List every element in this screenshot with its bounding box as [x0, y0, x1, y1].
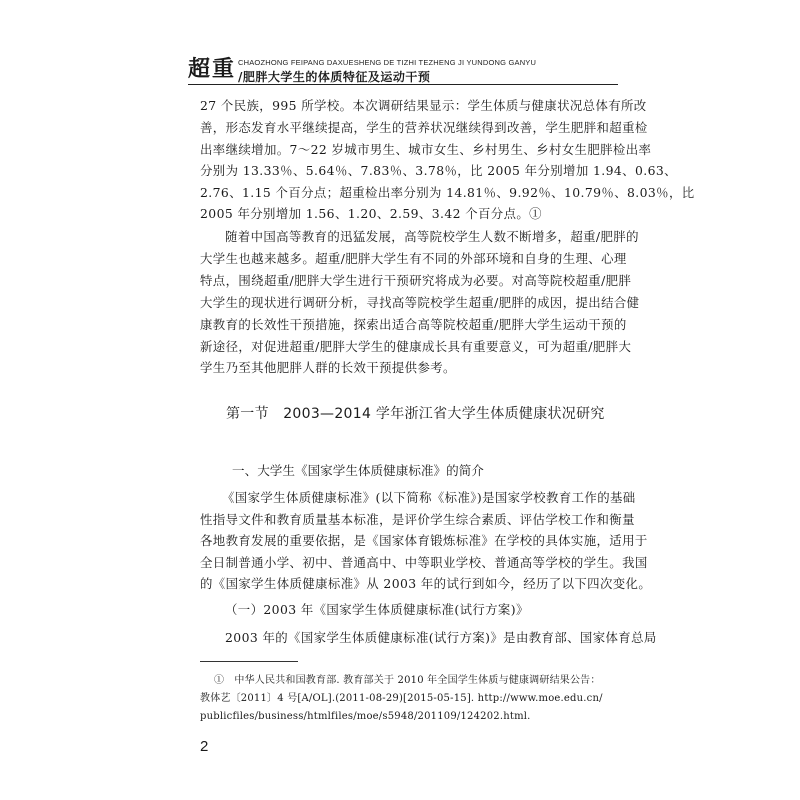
- footnote-line: 教体艺〔2011〕4 号[A/OL].(2011-08-29)[2015-05-15]. http://www.moe.edu.cn/: [200, 693, 603, 704]
- running-header-title: 超重: [188, 56, 237, 82]
- text-line: 新途径，对促进超重/肥胖大学生的健康成长具有重要意义，可为超重/肥胖大: [200, 339, 632, 354]
- header-rule: [188, 84, 618, 85]
- text-line: 善，形态发育水平继续提高，学生的营养状况继续得到改善，学生肥胖和超重检: [200, 120, 648, 135]
- text-line: 大学生也越来越多。超重/肥胖大学生有不同的外部环境和自身的生理、心理: [200, 251, 627, 266]
- text-line: 全日制普通小学、初中、普通高中、中等职业学校、普通高等学校的学生。我国: [200, 555, 648, 570]
- text-line: 2005 年分别增加 1.56、1.20、2.59、3.42 个百分点。①: [200, 206, 542, 221]
- text-line: 27 个民族，995 所学校。本次调研结果显示：学生体质与健康状况总体有所改: [200, 98, 647, 113]
- text-line: 分别为 13.33％、5.64％、7.83％、3.78％，比 2005 年分别增加 1.94、0.63、: [200, 163, 677, 178]
- item-heading: （一）2003 年《国家学生体质健康标准(试行方案)》: [225, 602, 529, 617]
- text-line: 各地教育发展的重要依据，是《国家体育锻炼标准》在学校的具体实施，适用于: [200, 533, 648, 548]
- text-line: 特点，围绕超重/肥胖大学生进行干预研究将成为必要。对高等院校超重/肥胖: [200, 273, 632, 288]
- subsection-title: 一、大学生《国家学生体质健康标准》的简介: [232, 463, 484, 478]
- section-title: 第一节 2003—2014 学年浙江省大学生体质健康状况研究: [226, 406, 605, 422]
- paragraph-4: 2003 年的《国家学生体质健康标准(试行方案)》是由教育部、国家体育总局: [225, 630, 657, 645]
- text-line: 《国家学生体质健康标准》(以下简称《标准》)是国家学校教育工作的基础: [222, 490, 636, 505]
- footnote-line: ① 中华人民共和国教育部. 教育部关于 2010 年全国学生体质与健康调研结果公告：: [214, 675, 601, 686]
- text-line: 随着中国高等教育的迅猛发展，高等院校学生人数不断增多，超重/肥胖的: [225, 229, 639, 244]
- text-line: 性指导文件和教育质量基本标准，是评价学生综合素质、评估学校工作和衡量: [200, 512, 635, 527]
- text-line: 学生乃至其他肥胖人群的长效干预提供参考。: [200, 360, 456, 375]
- footnote-line: publicfiles/business/htmlfiles/moe/s5948/201109/124202.html.: [200, 711, 531, 722]
- text-line: 的《国家学生体质健康标准》从 2003 年的试行到如今，经历了以下四次变化。: [200, 576, 652, 591]
- text-line: 2.76、1.15 个百分点；超重检出率分别为 14.81％、9.92％、10.79％、8.03％，比: [200, 185, 695, 200]
- text-line: 康教育的长效性干预措施，探索出适合高等院校超重/肥胖大学生运动干预的: [200, 317, 627, 332]
- running-header-subtitle: /肥胖大学生的体质特征及运动干预: [238, 70, 431, 84]
- running-header-pinyin: CHAOZHONG FEIPANG DAXUESHENG DE TIZHI TEZHENG JI YUNDONG GANYU: [238, 58, 537, 67]
- footnote-rule: [200, 661, 298, 662]
- page-number: 2: [200, 738, 209, 755]
- text-line: 出率继续增加。7～22 岁城市男生、城市女生、乡村男生、乡村女生肥胖检出率: [200, 142, 652, 157]
- text-line: 大学生的现状进行调研分析，寻找高等院校学生超重/肥胖的成因，提出结合健: [200, 295, 640, 310]
